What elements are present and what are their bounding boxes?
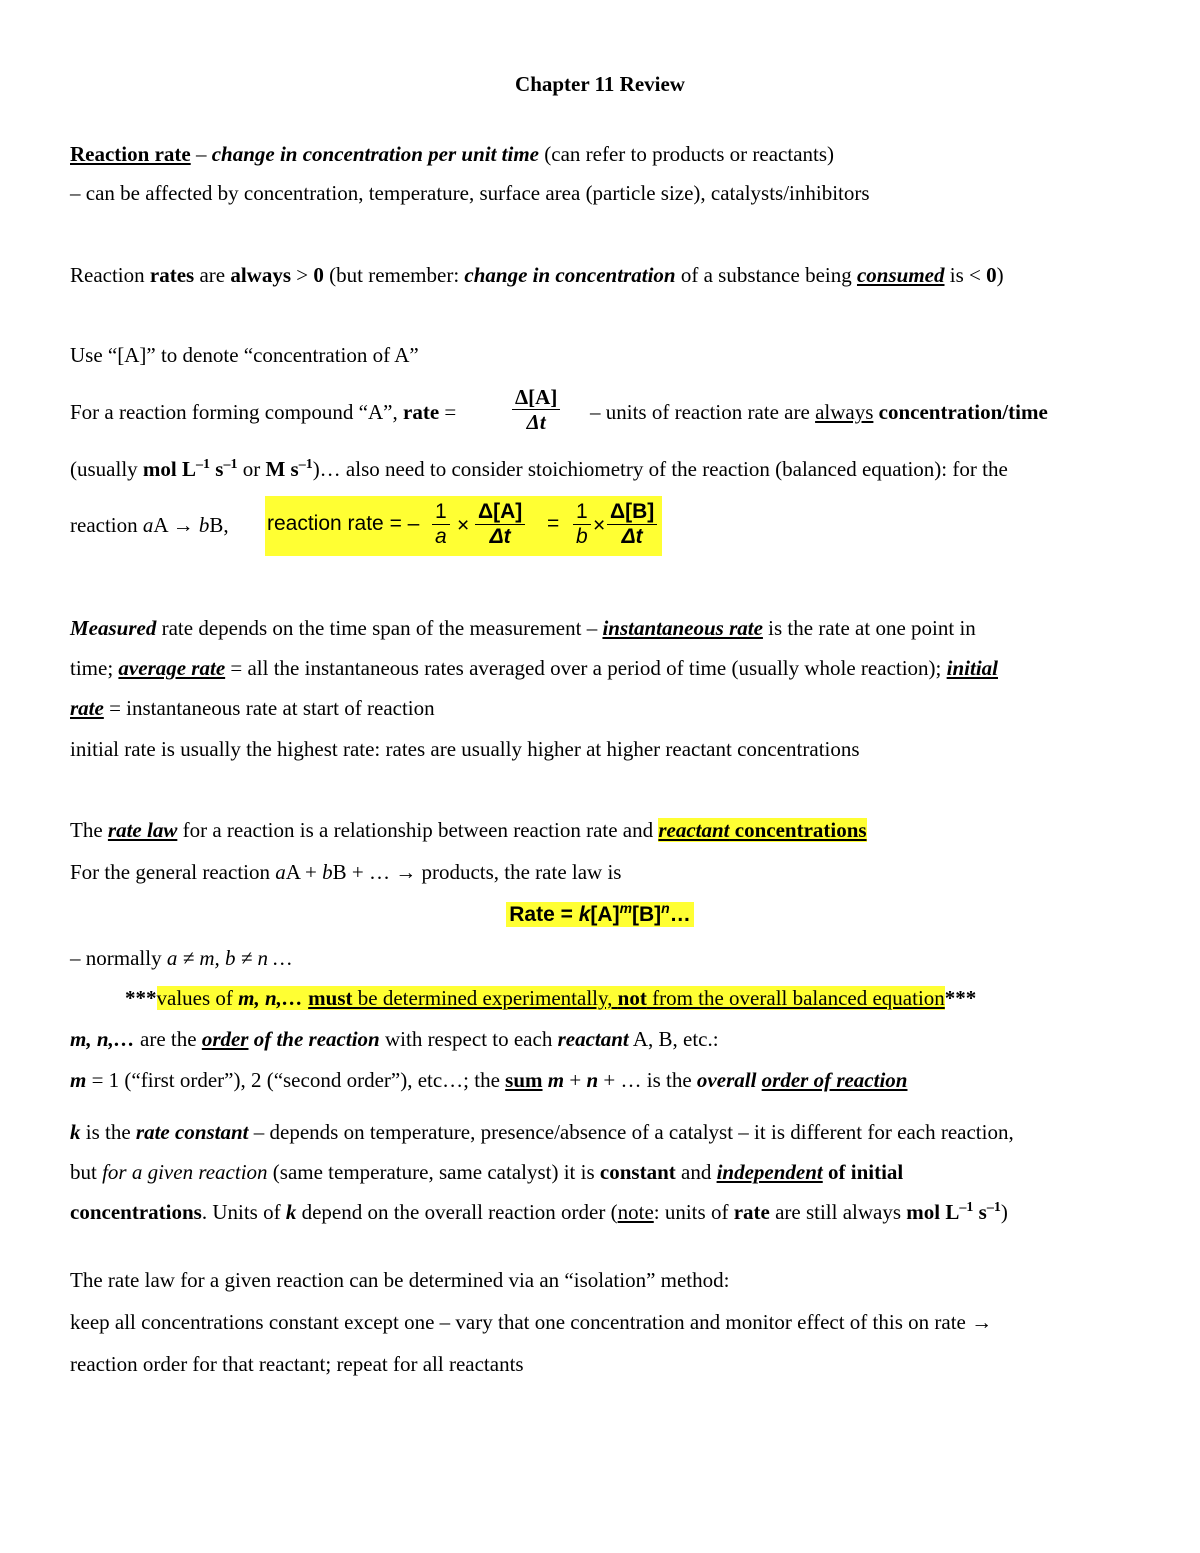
stoichiometry-formula-highlight: reaction rate = – $\frac{1}{a}$ × $\frac{\Delta[A]}{\Delta t}$ = $\frac{1}{b}$ × $\frac{\Delta[B]}{\Delta t}$ (265, 496, 662, 556)
overall-order-line: m = 1 (“first order”), 2 (“second order”), etc…; the sum m + n + … is the overall order of reaction (70, 1068, 908, 1092)
order-definition-line: m, n,… are the order of the reaction with respect to each reactant A, B, etc.: (70, 1027, 719, 1051)
rate-law-intro: The rate law for a reaction is a relationship between reaction rate and reactant concentrations (70, 818, 867, 842)
isolation-method-line-1: The rate law for a given reaction can be determined via an “isolation” method: (70, 1268, 730, 1292)
notation-line: Use “[A]” to denote “concentration of A” (70, 343, 419, 367)
rate-constant-line-3: concentrations. Units of k depend on the overall reaction order (note: units of rate are still always mol $L^{-1}$ $s^{-1}$) (70, 1200, 1008, 1224)
rate-constant-line-1: k is the rate constant – depends on temperature, presence/absence of a catalyst – it is different for each reaction, (70, 1120, 1014, 1144)
rate-formula-line: For a reaction forming compound “A”, rate = (70, 400, 457, 424)
units-line: – units of reaction rate are always concentration/time (590, 400, 1048, 424)
definition-text: change in concentration per unit time (211, 142, 539, 166)
isolation-method-line-3: reaction order for that reactant; repeat for all reactants (70, 1352, 524, 1376)
measured-rate-line-3: rate = instantaneous rate at start of reaction (70, 696, 435, 720)
isolation-method-line-2: keep all concentrations constant except one – vary that one concentration and monitor effect of this on rate → (70, 1310, 993, 1334)
normally-line: – normally a ≠ m, b ≠ n … (70, 946, 292, 970)
reaction-rate-definition: Reaction rate – change in concentration per unit time (can refer to products or reactants) (70, 142, 835, 166)
rate-factors-line: – can be affected by concentration, temperature, surface area (particle size), catalysts/inhibitors (70, 181, 870, 205)
term-rate-law: rate law (107, 818, 178, 842)
term-always: always (815, 400, 874, 424)
term-consumed: consumed (856, 263, 945, 287)
rate-fraction: $\frac{\Delta[A]}{\Delta t}$ (512, 385, 560, 434)
term-initial: initial (946, 656, 998, 680)
term-reaction-rate: Reaction rate (70, 142, 191, 166)
general-reaction-line: For the general reaction aA + bB + … → products, the rate law is (70, 860, 622, 884)
rate-constant-line-2: but for a given reaction (same temperature, same catalyst) it is constant and independent of initial (70, 1160, 904, 1184)
term-instantaneous-rate: instantaneous rate (602, 616, 763, 640)
rate-positive-line: Reaction rates are always > 0 (but remember: change in concentration of a substance being consumed is < 0) (70, 263, 1004, 287)
rate-law-equation: Rate = $k[A]^m[B]^n\dots$ (0, 901, 1200, 928)
term-average-rate: average rate (118, 656, 226, 680)
units-detail-line: (usually mol $L^{-1}$ $s^{-1}$ or M $s^{-1})\dots$ also need to consider stoichiometry of the reaction (balanced equation): for the (70, 457, 1008, 481)
measured-rate-line-2: time; average rate = all the instantaneous rates averaged over a period of time (usually whole reaction); initial (70, 656, 998, 680)
page-title: Chapter 11 Review (515, 72, 685, 96)
experimental-note: ***values of m, n,… must be determined experimentally, not from the overall balanced equation*** (125, 986, 977, 1010)
initial-rate-note: initial rate is usually the highest rate: rates are usually higher at higher reactant concentrations (70, 737, 860, 761)
stoichiometry-reaction: reaction aA → bB, (70, 513, 229, 537)
measured-rate-line-1: Measured rate depends on the time span of the measurement – instantaneous rate is the rate at one point in (70, 616, 976, 640)
